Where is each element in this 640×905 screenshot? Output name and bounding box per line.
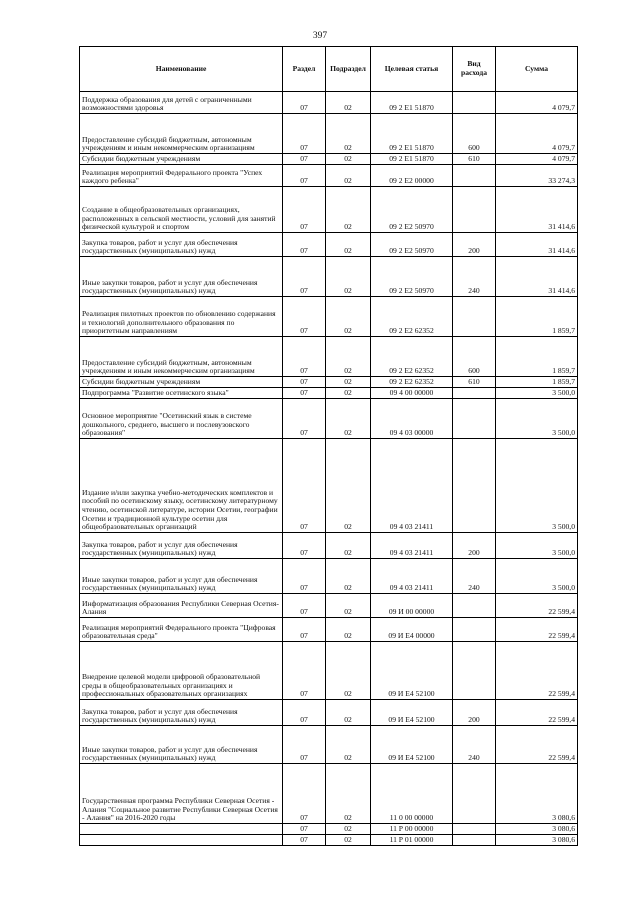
row-razdel: 07 — [283, 165, 326, 187]
row-expense-type: 610 — [453, 377, 496, 388]
table-row — [80, 154, 578, 165]
row-podrazdel: 02 — [326, 92, 371, 114]
row-sum: 31 414,6 — [496, 257, 578, 297]
row-sum: 31 414,6 — [496, 233, 578, 257]
header-razdel: Раздел — [283, 47, 326, 92]
row-name: Реализация мероприятий Федерального проекта "Цифровая образовательная среда" — [80, 618, 283, 642]
row-podrazdel: 02 — [326, 388, 371, 399]
row-name: Информатизация образования Республики Северная Осетия-Алания — [80, 594, 283, 618]
row-sum: 22 599,4 — [496, 700, 578, 726]
table-row — [80, 92, 578, 114]
table-body — [80, 92, 578, 846]
header-name: Наименование — [80, 47, 283, 92]
row-razdel: 07 — [283, 377, 326, 388]
row-podrazdel: 02 — [326, 257, 371, 297]
table-row — [80, 559, 578, 594]
row-sum: 22 599,4 — [496, 594, 578, 618]
row-podrazdel: 02 — [326, 439, 371, 533]
row-razdel: 07 — [283, 559, 326, 594]
row-razdel: 07 — [283, 533, 326, 559]
budget-table — [79, 46, 578, 846]
table-row — [80, 337, 578, 377]
row-name: Иные закупки товаров, работ и услуг для обеспечения государственных (муниципальных) нужд — [80, 257, 283, 297]
row-sum: 3 080,6 — [496, 824, 578, 835]
row-razdel: 07 — [283, 726, 326, 764]
header-target-article: Целевая статья — [371, 47, 453, 92]
row-podrazdel: 02 — [326, 726, 371, 764]
row-expense-type — [453, 92, 496, 114]
table-row — [80, 388, 578, 399]
row-razdel: 07 — [283, 257, 326, 297]
row-razdel: 07 — [283, 233, 326, 257]
row-sum: 3 500,0 — [496, 559, 578, 594]
row-sum: 22 599,4 — [496, 642, 578, 700]
row-expense-type — [453, 764, 496, 824]
row-sum: 1 859,7 — [496, 377, 578, 388]
table-row — [80, 377, 578, 388]
row-name: Поддержка образования для детей с ограниченными возможностями здоровья — [80, 92, 283, 114]
row-podrazdel: 02 — [326, 764, 371, 824]
row-podrazdel: 02 — [326, 618, 371, 642]
row-podrazdel: 02 — [326, 187, 371, 233]
row-podrazdel: 02 — [326, 154, 371, 165]
table-row — [80, 764, 578, 824]
row-sum: 3 080,6 — [496, 835, 578, 846]
row-podrazdel: 02 — [326, 337, 371, 377]
row-expense-type — [453, 835, 496, 846]
row-razdel: 07 — [283, 388, 326, 399]
row-sum: 31 414,6 — [496, 187, 578, 233]
row-razdel: 07 — [283, 835, 326, 846]
row-expense-type — [453, 165, 496, 187]
row-expense-type: 240 — [453, 726, 496, 764]
row-razdel: 07 — [283, 642, 326, 700]
header-expense-type: Вид расхода — [453, 47, 496, 92]
row-sum: 1 859,7 — [496, 337, 578, 377]
row-target-article: 09 4 03 21411 — [371, 533, 453, 559]
table-row — [80, 165, 578, 187]
row-sum: 22 599,4 — [496, 726, 578, 764]
row-name: Предоставление субсидий бюджетным, автономным учреждениям и иным некоммерческим организациям — [80, 337, 283, 377]
row-name: Предоставление субсидий бюджетным, автономным учреждениям и иным некоммерческим организациям — [80, 114, 283, 154]
table-row — [80, 618, 578, 642]
table-row — [80, 533, 578, 559]
row-podrazdel: 02 — [326, 399, 371, 439]
row-name: Иные закупки товаров, работ и услуг для обеспечения государственных (муниципальных) нужд — [80, 726, 283, 764]
row-target-article: 09 2 E1 51870 — [371, 92, 453, 114]
row-name — [80, 835, 283, 846]
row-razdel: 07 — [283, 187, 326, 233]
row-sum: 4 079,7 — [496, 92, 578, 114]
row-name: Подпрограмма "Развитие осетинского языка" — [80, 388, 283, 399]
header-sum: Сумма — [496, 47, 578, 92]
row-expense-type — [453, 594, 496, 618]
row-target-article: 09 2 E2 62352 — [371, 337, 453, 377]
row-target-article: 09 2 E1 51870 — [371, 154, 453, 165]
row-sum: 3 500,0 — [496, 439, 578, 533]
row-target-article: 09 2 E2 50970 — [371, 233, 453, 257]
page-number: 397 — [312, 31, 328, 41]
table-row — [80, 835, 578, 846]
row-expense-type — [453, 618, 496, 642]
row-razdel: 07 — [283, 297, 326, 337]
row-target-article: 09 2 E2 00000 — [371, 165, 453, 187]
row-podrazdel: 02 — [326, 165, 371, 187]
row-expense-type — [453, 297, 496, 337]
row-razdel: 07 — [283, 700, 326, 726]
row-target-article: 09 2 E2 62352 — [371, 377, 453, 388]
row-target-article: 09 4 03 00000 — [371, 399, 453, 439]
table-row — [80, 439, 578, 533]
row-target-article: 09 4 00 00000 — [371, 388, 453, 399]
row-name: Закупка товаров, работ и услуг для обеспечения государственных (муниципальных) нужд — [80, 533, 283, 559]
table-row — [80, 114, 578, 154]
row-razdel: 07 — [283, 439, 326, 533]
row-name: Реализация пилотных проектов по обновлению содержания и технологий дополнительного образования по приоритетным направлениям — [80, 297, 283, 337]
row-name: Закупка товаров, работ и услуг для обеспечения государственных (муниципальных) нужд — [80, 700, 283, 726]
table-row — [80, 257, 578, 297]
row-razdel: 07 — [283, 399, 326, 439]
table-row — [80, 297, 578, 337]
row-sum: 1 859,7 — [496, 297, 578, 337]
table-row — [80, 399, 578, 439]
row-sum: 4 079,7 — [496, 114, 578, 154]
row-expense-type: 200 — [453, 533, 496, 559]
row-name: Реализация мероприятий Федерального проекта "Успех каждого ребенка" — [80, 165, 283, 187]
row-razdel: 07 — [283, 618, 326, 642]
row-target-article: 11 0 00 00000 — [371, 764, 453, 824]
row-name: Издание и/или закупка учебно-методических комплектов и пособий по осетинскому языку, осетинскому литературному чтению, осетинской литературе, истории Осетии, географии Осетии и традиционной культуре осетин для общеобразовательных организаций — [80, 439, 283, 533]
row-name: Основное мероприятие "Осетинский язык в системе дошкольного, среднего, высшего и послевузовского образования" — [80, 399, 283, 439]
table-row — [80, 642, 578, 700]
row-expense-type: 240 — [453, 257, 496, 297]
row-target-article: 09 2 E2 50970 — [371, 187, 453, 233]
row-target-article: 09 2 E2 62352 — [371, 297, 453, 337]
row-target-article: 09 4 03 21411 — [371, 559, 453, 594]
row-expense-type: 600 — [453, 337, 496, 377]
row-target-article: 09 И 00 00000 — [371, 594, 453, 618]
row-podrazdel: 02 — [326, 114, 371, 154]
table-row — [80, 726, 578, 764]
row-sum: 3 500,0 — [496, 399, 578, 439]
row-razdel: 07 — [283, 114, 326, 154]
table-header-row — [80, 47, 578, 92]
row-name: Внедрение целевой модели цифровой образовательной среды в общеобразовательных организациях и профессиональных образовательных организациях — [80, 642, 283, 700]
row-sum: 4 079,7 — [496, 154, 578, 165]
row-expense-type — [453, 824, 496, 835]
row-podrazdel: 02 — [326, 559, 371, 594]
row-target-article: 09 2 E1 51870 — [371, 114, 453, 154]
row-podrazdel: 02 — [326, 377, 371, 388]
row-expense-type — [453, 187, 496, 233]
row-target-article: 09 4 03 21411 — [371, 439, 453, 533]
row-podrazdel: 02 — [326, 297, 371, 337]
row-name: Государственная программа Республики Северная Осетия - Алания "Социальное развитие Республики Северная Осетия - Алания" на 2016-2020 годы — [80, 764, 283, 824]
header-podrazdel: Подраздел — [326, 47, 371, 92]
row-podrazdel: 02 — [326, 835, 371, 846]
row-expense-type: 610 — [453, 154, 496, 165]
table-row — [80, 700, 578, 726]
row-name — [80, 824, 283, 835]
row-name: Субсидии бюджетным учреждениям — [80, 377, 283, 388]
row-target-article: 09 2 E2 50970 — [371, 257, 453, 297]
row-target-article: 11 Р 01 00000 — [371, 835, 453, 846]
row-target-article: 09 И E4 52100 — [371, 726, 453, 764]
table-row — [80, 233, 578, 257]
row-name: Закупка товаров, работ и услуг для обеспечения государственных (муниципальных) нужд — [80, 233, 283, 257]
row-name: Субсидии бюджетным учреждениям — [80, 154, 283, 165]
row-expense-type: 200 — [453, 233, 496, 257]
row-razdel: 07 — [283, 594, 326, 618]
row-target-article: 09 И E4 52100 — [371, 700, 453, 726]
table-row — [80, 187, 578, 233]
row-expense-type — [453, 642, 496, 700]
row-podrazdel: 02 — [326, 700, 371, 726]
row-podrazdel: 02 — [326, 533, 371, 559]
row-sum: 33 274,3 — [496, 165, 578, 187]
row-expense-type: 600 — [453, 114, 496, 154]
row-name: Создание в общеобразовательных организациях, расположенных в сельской местности, условий для занятий физической культурой и спортом — [80, 187, 283, 233]
row-razdel: 07 — [283, 92, 326, 114]
row-sum: 3 500,0 — [496, 388, 578, 399]
row-expense-type: 200 — [453, 700, 496, 726]
row-podrazdel: 02 — [326, 233, 371, 257]
row-sum: 3 080,6 — [496, 764, 578, 824]
row-razdel: 07 — [283, 154, 326, 165]
row-razdel: 07 — [283, 337, 326, 377]
row-target-article: 09 И E4 00000 — [371, 618, 453, 642]
row-razdel: 07 — [283, 824, 326, 835]
row-expense-type — [453, 439, 496, 533]
row-podrazdel: 02 — [326, 824, 371, 835]
row-target-article: 09 И E4 52100 — [371, 642, 453, 700]
row-sum: 3 500,0 — [496, 533, 578, 559]
row-expense-type — [453, 388, 496, 399]
row-target-article: 11 Р 00 00000 — [371, 824, 453, 835]
table-row — [80, 594, 578, 618]
table-row — [80, 824, 578, 835]
row-podrazdel: 02 — [326, 642, 371, 700]
row-razdel: 07 — [283, 764, 326, 824]
row-expense-type: 240 — [453, 559, 496, 594]
row-expense-type — [453, 399, 496, 439]
row-sum: 22 599,4 — [496, 618, 578, 642]
row-name: Иные закупки товаров, работ и услуг для обеспечения государственных (муниципальных) нужд — [80, 559, 283, 594]
row-podrazdel: 02 — [326, 594, 371, 618]
